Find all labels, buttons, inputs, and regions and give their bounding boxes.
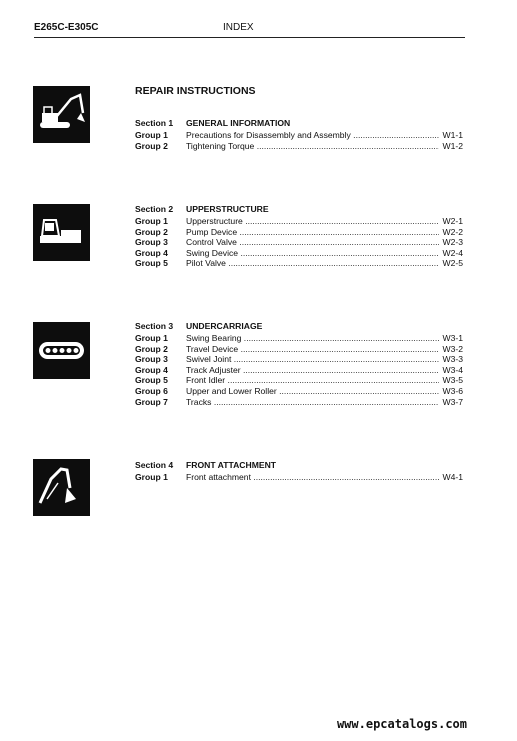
entry-title: Upperstructure ..... <box>186 216 439 227</box>
page-header <box>34 22 461 38</box>
toc-entry[interactable] <box>135 365 463 376</box>
toc-entry[interactable] <box>135 397 463 408</box>
page-ref: W2-4 <box>442 247 463 258</box>
entry-title: Travel Device ..... <box>186 344 439 355</box>
toc-entry[interactable] <box>135 354 463 365</box>
section-1 <box>135 118 463 151</box>
upperstructure-icon <box>33 204 90 261</box>
group-label: Group 1 <box>135 333 168 343</box>
page-ref: W4-1 <box>442 472 463 482</box>
page-ref: W3-1 <box>442 333 463 343</box>
toc-entry[interactable] <box>135 258 463 269</box>
section-number: Section 1 <box>135 118 174 128</box>
toc-entry[interactable] <box>135 248 463 259</box>
section-heading <box>135 460 463 472</box>
website-link[interactable]: www.epcatalogs.com <box>336 717 467 731</box>
page-ref: W3-7 <box>442 396 463 407</box>
entry-title: Front attachment ..... <box>186 472 439 483</box>
group-label: Group 3 <box>135 354 168 365</box>
section-number: Section 3 <box>135 321 174 331</box>
entry-title: Upper and Lower Roller ..... <box>186 386 439 397</box>
group-label: Group 4 <box>135 364 168 375</box>
toc-entry[interactable] <box>135 333 463 344</box>
entry-title: Tracks ..... <box>186 397 439 408</box>
group-label: Group 5 <box>135 375 168 386</box>
toc-entry[interactable] <box>135 130 463 141</box>
header-title: INDEX <box>223 22 254 33</box>
entry-title: Swing Bearing ..... <box>186 333 439 344</box>
section-title: GENERAL INFORMATION <box>186 118 291 128</box>
toc-entry[interactable] <box>135 375 463 386</box>
excavator-icon <box>33 86 90 143</box>
toc-entry[interactable] <box>135 216 463 227</box>
track-icon <box>33 322 90 379</box>
group-label: Group 7 <box>135 396 168 407</box>
section-heading <box>135 204 463 216</box>
entry-title: Pilot Valve ..... <box>186 258 439 269</box>
page-ref: W1-1 <box>442 130 463 140</box>
page-title: REPAIR INSTRUCTIONS <box>135 85 256 97</box>
page-ref: W2-5 <box>442 258 463 269</box>
page-ref: W2-3 <box>442 237 463 248</box>
section-3 <box>135 321 463 407</box>
section-number: Section 4 <box>135 460 174 470</box>
group-label: Group 1 <box>135 130 168 140</box>
section-title: FRONT ATTACHMENT <box>186 460 277 470</box>
entry-title: Pump Device ..... <box>186 227 439 238</box>
toc-entry[interactable] <box>135 386 463 397</box>
entry-title: Swing Device ..... <box>186 248 439 259</box>
section-heading <box>135 118 463 130</box>
section-title: UPPERSTRUCTURE <box>186 204 269 214</box>
toc-entry[interactable] <box>135 141 463 152</box>
entry-title: Front Idler ..... <box>186 375 439 386</box>
section-heading <box>135 321 463 333</box>
entry-title: Tightening Torque ..... <box>186 141 439 152</box>
group-label: Group 2 <box>135 226 168 237</box>
group-label: Group 6 <box>135 385 168 396</box>
page-ref: W3-5 <box>442 375 463 386</box>
page-ref: W3-2 <box>442 343 463 354</box>
page-ref: W3-6 <box>442 385 463 396</box>
page-ref: W1-2 <box>442 140 463 151</box>
toc-entry[interactable] <box>135 472 463 483</box>
group-label: Group 5 <box>135 258 168 269</box>
section-title: UNDERCARRIAGE <box>186 321 263 331</box>
entry-title: Track Adjuster ..... <box>186 365 439 376</box>
header-divider <box>34 37 465 38</box>
entry-title: Swivel Joint ..... <box>186 354 439 365</box>
page-ref: W2-2 <box>442 226 463 237</box>
page-ref: W3-3 <box>442 354 463 365</box>
group-label: Group 4 <box>135 247 168 258</box>
boom-arm-icon <box>33 459 90 516</box>
model-label: E265C-E305C <box>34 22 99 33</box>
group-label: Group 1 <box>135 472 168 482</box>
toc-entry[interactable] <box>135 344 463 355</box>
page-ref: W2-1 <box>442 216 463 226</box>
page-ref: W3-4 <box>442 364 463 375</box>
group-label: Group 2 <box>135 140 168 151</box>
entry-title: Control Valve ..... <box>186 237 439 248</box>
group-label: Group 1 <box>135 216 168 226</box>
entry-title: Precautions for Disassembly and Assembly ..... <box>186 130 439 141</box>
section-2 <box>135 204 463 269</box>
toc-entry[interactable] <box>135 227 463 238</box>
toc-entry[interactable] <box>135 237 463 248</box>
group-label: Group 3 <box>135 237 168 248</box>
section-number: Section 2 <box>135 204 174 214</box>
section-4 <box>135 460 463 483</box>
group-label: Group 2 <box>135 343 168 354</box>
